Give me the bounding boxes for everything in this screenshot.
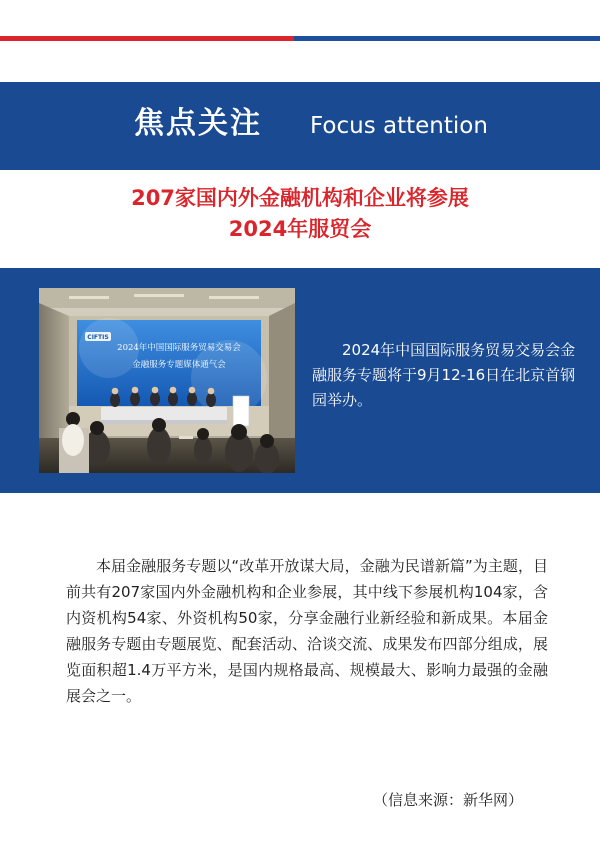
article-headline: [0, 183, 600, 245]
feature-panel: [0, 268, 600, 493]
top-rule-red: [0, 36, 294, 41]
article-body: 本届金融服务专题以“改革开放谋大局，金融为民谱新篇”为主题，目前共有207家国内外金融机构和企业参展，其中线下参展机构104家，含内资机构54家、外资机构50家，分享金融行业新经验和新成果。本届金融服务专题由专题展览、配套活动、洽谈交流、成果发布四部分组成，展览面积超1.4万平方米，是国内规格最高、规模最大、影响力最强的金融展会之一。: [66, 557, 548, 705]
photo-logo-text: CIFTIS: [87, 334, 109, 341]
photo-banner-line-2: 金融服务专题媒体通气会: [132, 360, 226, 370]
photo-banner-line-1: 2024年中国国际服务贸易交易会: [117, 343, 241, 353]
section-banner: [0, 82, 600, 170]
feature-caption: 2024年中国国际服务贸易交易会金融服务专题将于9月12-16日在北京首钢园举办。: [312, 341, 576, 409]
press-conference-photo: [39, 288, 295, 473]
article-source: （信息来源：新华网）: [372, 791, 523, 809]
section-title-cn: 焦点关注: [134, 106, 262, 141]
section-title-en: Focus attention: [310, 113, 488, 139]
headline-line-2: 2024年服贸会: [228, 217, 372, 241]
top-rule-blue: [294, 36, 600, 41]
headline-line-1: 207家国内外金融机构和企业将参展: [131, 186, 469, 210]
